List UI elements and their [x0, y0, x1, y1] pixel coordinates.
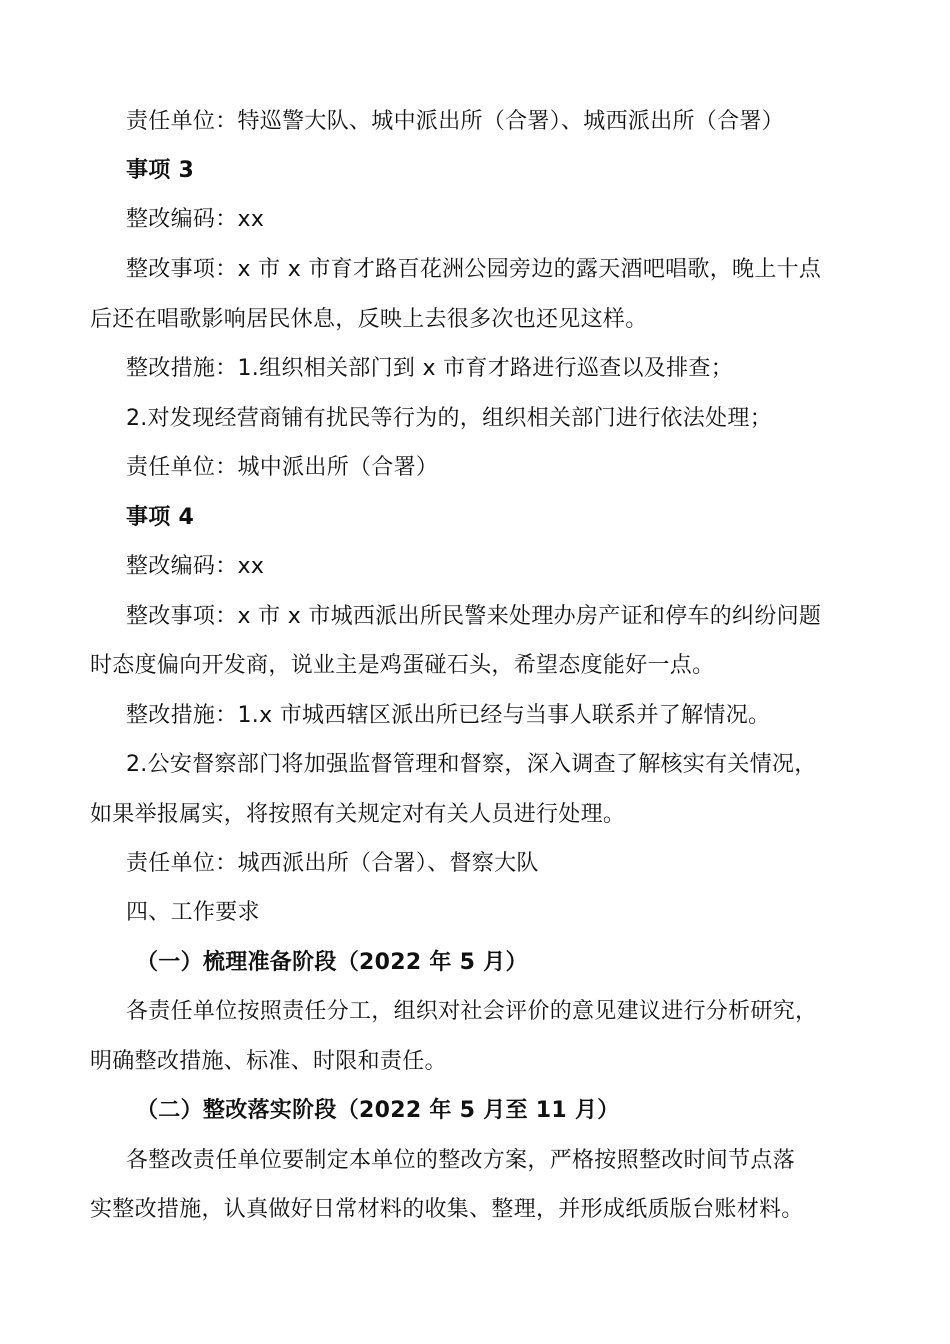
- paragraph-line: 各整改责任单位要制定本单位的整改方案，严格按照整改时间节点落: [126, 1148, 796, 1173]
- measure-item: 2.对发现经营商铺有扰民等行为的，组织相关部门进行依法处理；: [126, 406, 772, 431]
- paragraph-continuation: 如果举报属实，将按照有关规定对有关人员进行处理。: [90, 802, 626, 827]
- paragraph-continuation: 时态度偏向开发商，说业主是鸡蛋碰石头，希望态度能好一点。: [90, 653, 715, 678]
- subsection-heading: （一）梳理准备阶段（2022 年 5 月）: [136, 950, 528, 975]
- paragraph-continuation: 实整改措施，认真做好日常材料的收集、整理，并形成纸质版台账材料。: [90, 1197, 804, 1222]
- responsible-unit-line: 责任单位：特巡警大队、城中派出所（合署）、城西派出所（合署）: [126, 109, 785, 134]
- subsection-heading: （二）整改落实阶段（2022 年 5 月至 11 月）: [136, 1098, 620, 1123]
- rectification-measure-line: 整改措施：1.x 市城西辖区派出所已经与当事人联系并了解情况。: [126, 703, 771, 728]
- rectification-measure-line: 整改措施：1.组织相关部门到 x 市育才路进行巡查以及排查；: [126, 356, 733, 381]
- rectification-issue-line: 整改事项：x 市 x 市城西派出所民警来处理办房产证和停车的纠纷问题: [126, 604, 822, 629]
- rectification-code-line: 整改编码：xx: [126, 207, 265, 232]
- paragraph-line: 各责任单位按照责任分工，组织对社会评价的意见建议进行分析研究，: [126, 999, 818, 1024]
- section-heading: 四、工作要求: [126, 900, 260, 925]
- item-heading: 事项 4: [126, 505, 195, 530]
- rectification-issue-line: 整改事项：x 市 x 市育才路百花洲公园旁边的露天酒吧唱歌，晚上十点: [126, 257, 822, 282]
- paragraph-continuation: 明确整改措施、标准、时限和责任。: [90, 1049, 447, 1074]
- measure-item: 2.公安督察部门将加强监督管理和督察，深入调查了解核实有关情况，: [126, 752, 817, 777]
- responsible-unit-line: 责任单位：城西派出所（合署）、督察大队: [126, 851, 539, 876]
- item-heading: 事项 3: [126, 158, 195, 183]
- paragraph-continuation: 后还在唱歌影响居民休息，反映上去很多次也还见这样。: [90, 307, 648, 332]
- responsible-unit-line: 责任单位：城中派出所（合署）: [126, 455, 439, 480]
- rectification-code-line: 整改编码：xx: [126, 554, 265, 579]
